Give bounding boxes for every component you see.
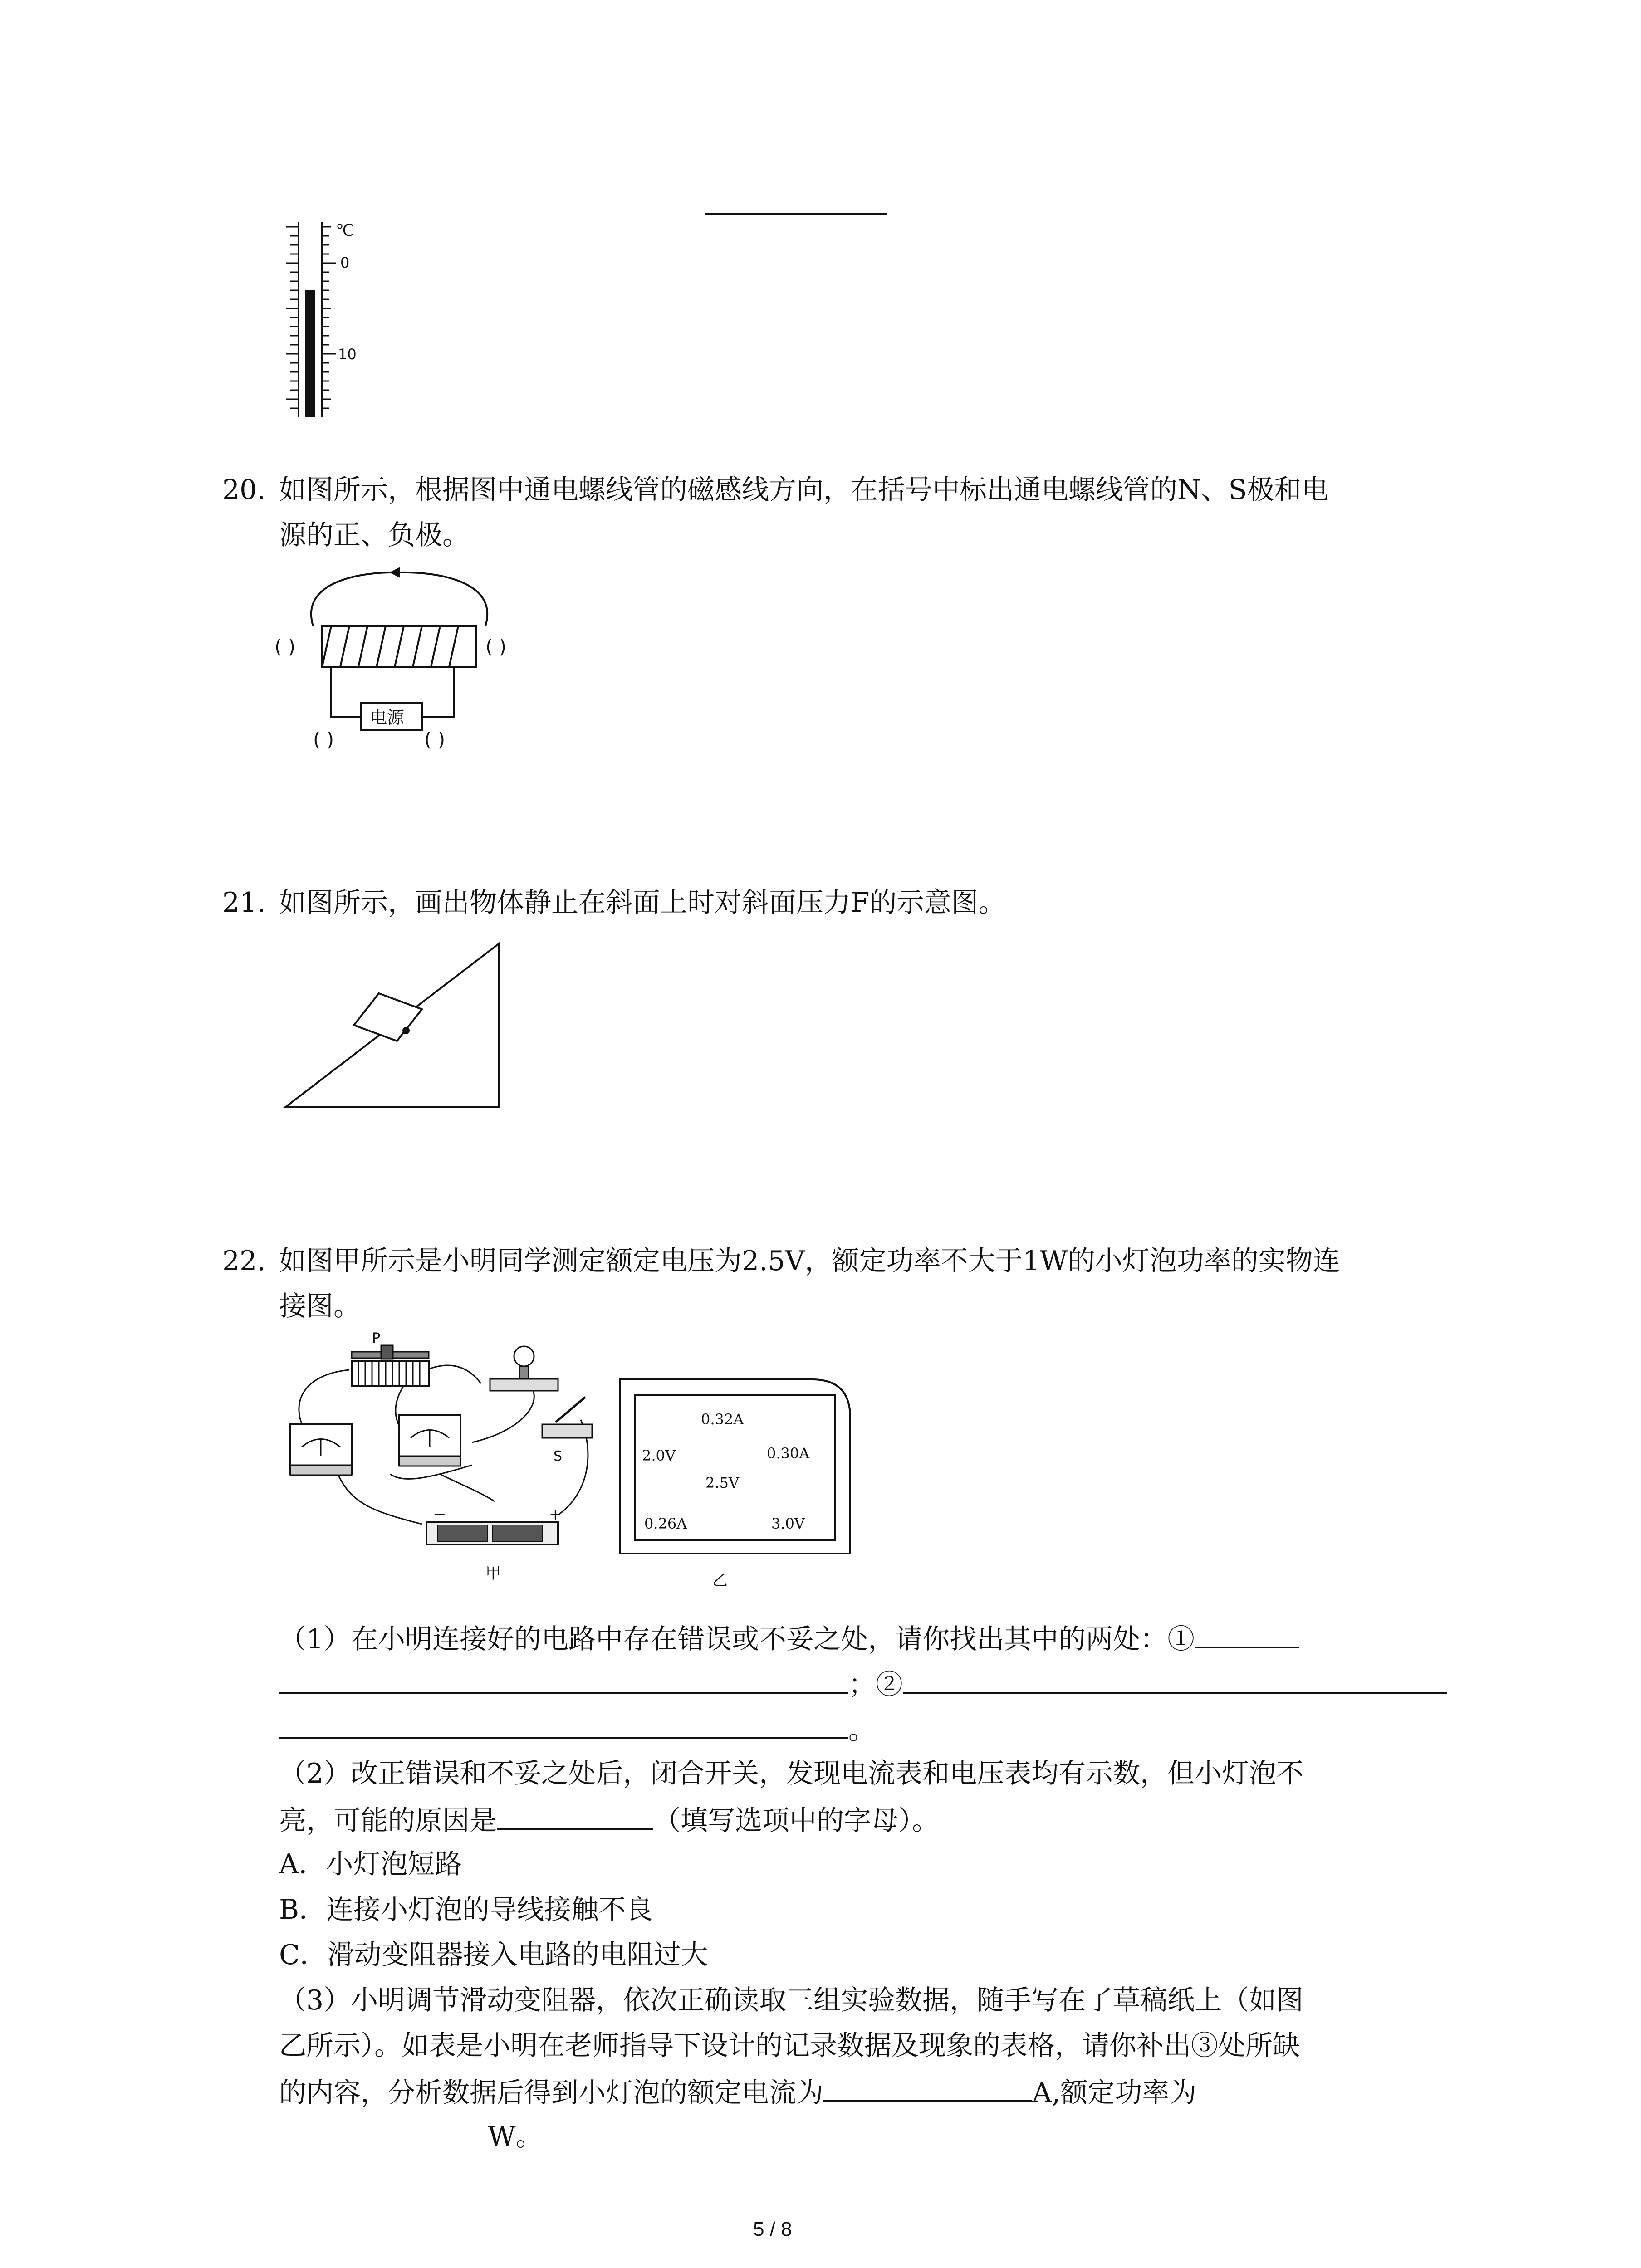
q22-part3-line2: 乙所示）。如表是小明在老师指导下设计的记录数据及现象的表格，请你补出③处所缺: [279, 2030, 1300, 2062]
answer-blank-1b[interactable]: [279, 1660, 848, 1694]
q22-part2-text: 亮，可能的原因是: [279, 1805, 497, 1837]
answer-blank-2b[interactable]: [279, 1706, 848, 1739]
block-center-dot: [402, 1027, 410, 1034]
page-number: 5 / 8: [753, 2218, 792, 2240]
answer-blank-2a[interactable]: [903, 1660, 1447, 1694]
lamp-bulb-icon: [514, 1346, 534, 1366]
q22-part3-power: A,额定功率为: [1032, 2077, 1197, 2109]
q21-number: 21.: [222, 887, 266, 919]
scratch-paper-figure-yi: [617, 1377, 853, 1594]
q22-part2-hint: （填写选项中的字母）。: [653, 1805, 939, 1837]
reading-value: 0.32A: [701, 1411, 744, 1428]
q22-part1-line3: [279, 1706, 876, 1753]
q20-number: 20.: [222, 474, 266, 506]
q22-option-c: C．滑动变阻器接入电路的电阻过大: [279, 1939, 708, 1971]
answer-blank-current[interactable]: [823, 2068, 1032, 2102]
q22-part3-text: 的内容，分析数据后得到小灯泡的额定电流为: [279, 2077, 823, 2109]
q22-option-a: A．小灯泡短路: [279, 1848, 462, 1880]
power-left-paren: ( ): [313, 728, 334, 751]
q22-part1-end: 。: [848, 1714, 876, 1746]
lamp-base: [490, 1379, 558, 1391]
q20-text-line2: 源的正、负极。: [279, 519, 470, 551]
thermometer-unit: ℃: [336, 221, 354, 240]
rheostat-label-p: P: [372, 1330, 381, 1346]
answer-blank-1a[interactable]: [1195, 1615, 1299, 1648]
reading-value: 2.0V: [642, 1447, 676, 1464]
thermometer-tick-10: 10: [338, 346, 357, 363]
q22-number: 22.: [222, 1245, 266, 1277]
thermometer-figure: [272, 218, 381, 422]
switch-base: [542, 1424, 592, 1438]
q22-part1-text: （1）在小明连接好的电路中存在错误或不妥之处，请你找出其中的两处：①: [279, 1623, 1195, 1655]
q22-text-line1: 如图甲所示是小明同学测定额定电压为2.5V，额定功率不大于1W的小灯泡功率的实物连: [279, 1245, 1340, 1277]
circuit-figure-jia: [277, 1329, 612, 1583]
field-arrow-icon: [389, 567, 400, 578]
incline-figure: [272, 934, 508, 1116]
rheostat: [352, 1361, 429, 1386]
block-on-incline: [354, 993, 422, 1041]
solenoid-figure: [272, 562, 526, 753]
reading-value: 2.5V: [705, 1474, 739, 1491]
q22-part3-line4: W。: [488, 2121, 543, 2152]
reading-value: 0.30A: [767, 1445, 810, 1462]
answer-blank-top: [705, 213, 887, 215]
power-source-label: 电源: [370, 708, 405, 728]
reading-value: 0.26A: [644, 1515, 687, 1532]
left-pole-paren: ( ): [274, 635, 296, 658]
q22-part2-line2: [279, 1796, 939, 1843]
q22-part2-line1: （2）改正错误和不妥之处后，闭合开关，发现电流表和电压表均有示数，但小灯泡不: [279, 1758, 1304, 1789]
battery-plus: +: [549, 1505, 562, 1524]
q22-part3-line3: [279, 2068, 1196, 2116]
switch-lever: [556, 1397, 585, 1422]
right-pole-paren: ( ): [485, 635, 507, 658]
reading-value: 3.0V: [771, 1515, 805, 1532]
answer-blank-3[interactable]: [497, 1796, 653, 1830]
q21-text-line1: 如图所示，画出物体静止在斜面上时对斜面压力F的示意图。: [279, 887, 1006, 919]
solenoid-coils: [322, 626, 458, 667]
battery-minus: −: [433, 1505, 446, 1524]
thermometer-tick-0: 0: [340, 254, 350, 271]
q22-option-b: B．连接小灯泡的导线接触不良: [279, 1894, 653, 1926]
field-line: [311, 572, 487, 626]
q22-part1-line1: [279, 1615, 1299, 1662]
switch-label-s: S: [554, 1448, 563, 1464]
figure-jia-caption: 甲: [485, 1564, 501, 1583]
q20-text-line1: 如图所示，根据图中通电螺线管的磁感线方向，在括号中标出通电螺线管的N、S极和电: [279, 474, 1329, 506]
power-right-paren: ( ): [424, 728, 446, 751]
q22-text-line2: 接图。: [279, 1290, 361, 1322]
thermometer-liquid: [305, 290, 315, 417]
figure-yi-caption: 乙: [712, 1571, 728, 1589]
q22-part1-sep: ；②: [848, 1669, 903, 1701]
q22-part1-line2: [279, 1660, 1447, 1707]
q22-part3-line1: （3）小明调节滑动变阻器，依次正确读取三组实验数据，随手写在了草稿纸上（如图: [279, 1984, 1304, 2016]
